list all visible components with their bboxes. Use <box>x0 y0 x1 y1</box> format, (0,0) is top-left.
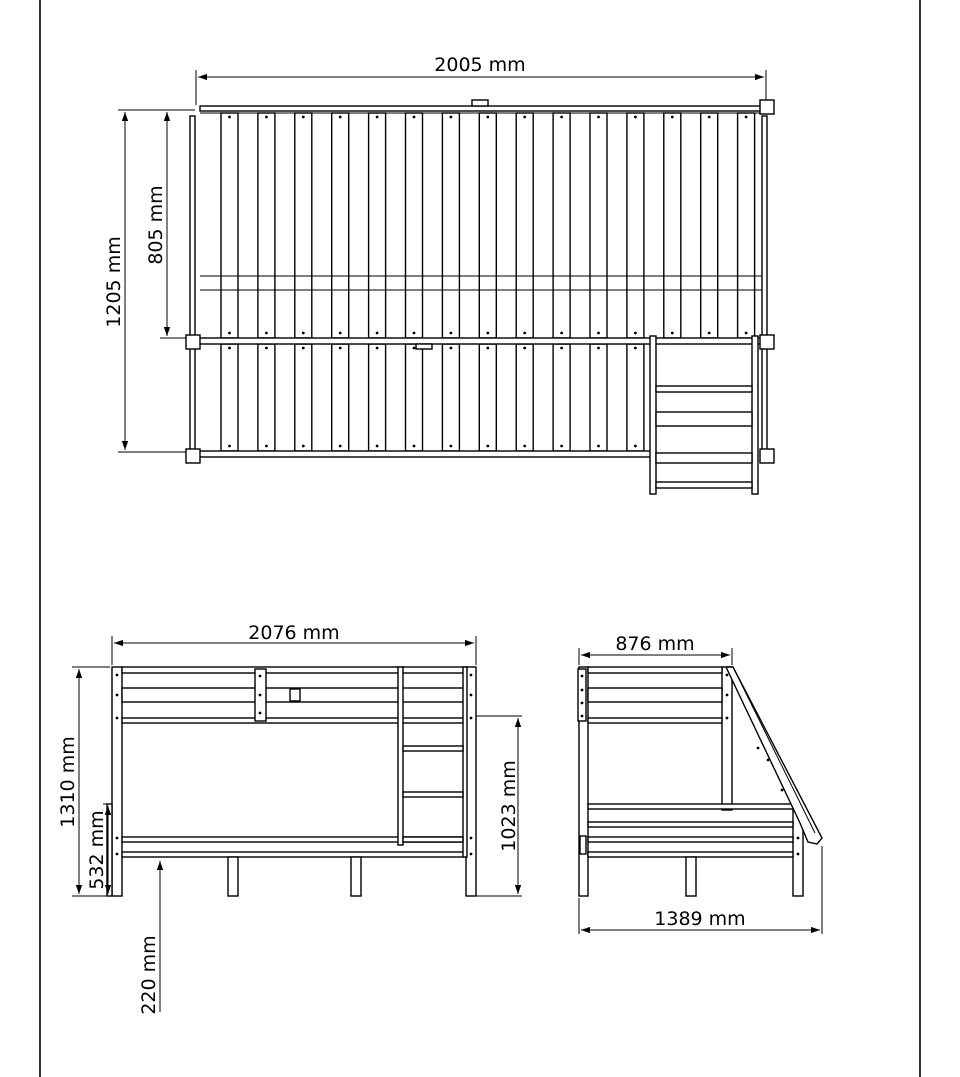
plan-screw-dot <box>745 116 748 119</box>
plan-upper-depth-dimension: 805 mm <box>145 185 167 265</box>
plan-lower-slat <box>590 344 607 451</box>
plan-upper-slat <box>258 113 275 338</box>
plan-screw-dot <box>339 116 342 119</box>
front-upper-height-dimension: 1023 mm <box>498 760 520 852</box>
plan-lower-slat <box>553 344 570 451</box>
plan-screw-dot <box>523 347 526 350</box>
plan-screw-dot <box>265 116 268 119</box>
plan-upper-slat <box>664 113 681 338</box>
plan-upper-slat <box>738 113 755 338</box>
plan-screw-dot <box>560 332 563 335</box>
plan-screw-dot <box>413 347 416 350</box>
plan-screw-dot <box>228 332 231 335</box>
plan-screw-dot <box>597 347 600 350</box>
front-clearance-dimension: 220 mm <box>138 935 160 1015</box>
plan-screw-dot <box>597 116 600 119</box>
plan-lower-slat <box>627 344 644 451</box>
plan-screw-dot <box>339 445 342 448</box>
plan-screw-dot <box>302 116 305 119</box>
side-view <box>578 633 822 934</box>
plan-upper-slat <box>406 113 423 338</box>
plan-left-rail <box>190 116 195 456</box>
plan-screw-dot <box>634 332 637 335</box>
plan-upper-slat <box>479 113 496 338</box>
front-lower-height-dimension: 532 mm <box>86 810 108 890</box>
front-length-dimension: 2076 mm <box>248 622 340 644</box>
plan-upper-slat <box>516 113 533 338</box>
plan-screw-dot <box>745 332 748 335</box>
plan-lower-slat <box>332 344 349 451</box>
plan-screw-dot <box>265 332 268 335</box>
plan-screw-dot <box>450 332 453 335</box>
plan-lower-slat <box>295 344 312 451</box>
plan-screw-dot <box>228 347 231 350</box>
plan-screw-dot <box>708 332 711 335</box>
plan-upper-slat <box>701 113 718 338</box>
plan-screw-dot <box>265 347 268 350</box>
plan-screw-dot <box>450 347 453 350</box>
front-view <box>57 622 522 1015</box>
plan-screw-dot <box>634 347 637 350</box>
side-lower-width-dimension: 1389 mm <box>654 908 746 930</box>
plan-lower-slat <box>516 344 533 451</box>
plan-screw-dot <box>413 445 416 448</box>
plan-post-bottom-left <box>186 449 200 463</box>
plan-screw-dot <box>708 116 711 119</box>
plan-upper-slat <box>627 113 644 338</box>
plan-screw-dot <box>376 445 379 448</box>
plan-upper-slat <box>295 113 312 338</box>
plan-lower-slat <box>369 344 386 451</box>
plan-screw-dot <box>265 445 268 448</box>
plan-post-top-right <box>760 100 774 114</box>
plan-screw-dot <box>228 116 231 119</box>
plan-upper-slat <box>332 113 349 338</box>
plan-screw-dot <box>523 445 526 448</box>
plan-screw-dot <box>597 332 600 335</box>
side-post-upper-right <box>722 667 732 810</box>
plan-post-mid-right <box>760 335 774 349</box>
front-post-left <box>112 667 122 896</box>
side-support-leg <box>686 857 696 896</box>
front-support-leg <box>351 857 361 896</box>
plan-screw-dot <box>376 116 379 119</box>
plan-screw-dot <box>339 332 342 335</box>
plan-lower-slat <box>221 344 238 451</box>
plan-screw-dot <box>671 332 674 335</box>
plan-screw-dot <box>634 116 637 119</box>
plan-screw-dot <box>450 116 453 119</box>
plan-screw-dot <box>523 332 526 335</box>
plan-screw-dot <box>376 347 379 350</box>
plan-screw-dot <box>228 445 231 448</box>
plan-screw-dot <box>486 116 489 119</box>
plan-width-dimension: 2005 mm <box>434 54 526 76</box>
plan-post-bottom-right <box>760 449 774 463</box>
plan-screw-dot <box>560 347 563 350</box>
plan-view <box>103 54 774 494</box>
plan-middle-rail <box>196 338 765 344</box>
plan-post-mid-left <box>186 335 200 349</box>
plan-screw-dot <box>486 347 489 350</box>
plan-screw-dot <box>302 347 305 350</box>
plan-ladder <box>650 336 758 494</box>
plan-screw-dot <box>634 445 637 448</box>
plan-screw-dot <box>486 445 489 448</box>
plan-lower-slat <box>479 344 496 451</box>
plan-screw-dot <box>376 332 379 335</box>
plan-right-rail <box>762 116 767 456</box>
side-width-dimension: 876 mm <box>615 633 695 655</box>
plan-lower-slat <box>406 344 423 451</box>
plan-upper-slat <box>553 113 570 338</box>
plan-screw-dot <box>560 116 563 119</box>
plan-screw-dot <box>339 347 342 350</box>
plan-top-rail <box>200 106 765 111</box>
plan-screw-dot <box>671 116 674 119</box>
plan-slats <box>221 113 755 451</box>
plan-screw-dot <box>302 445 305 448</box>
plan-upper-slat <box>221 113 238 338</box>
plan-upper-slat <box>442 113 459 338</box>
plan-screw-dot <box>450 445 453 448</box>
plan-screw-dot <box>413 332 416 335</box>
plan-lower-slat <box>258 344 275 451</box>
plan-upper-slat <box>369 113 386 338</box>
plan-bottom-rail <box>196 451 656 457</box>
front-support-leg <box>228 857 238 896</box>
front-height-dimension: 1310 mm <box>57 736 79 828</box>
plan-screw-dot <box>302 332 305 335</box>
plan-screw-dot <box>560 445 563 448</box>
plan-lower-slat <box>442 344 459 451</box>
plan-depth-dimension: 1205 mm <box>103 236 125 328</box>
plan-screw-dot <box>413 116 416 119</box>
plan-screw-dot <box>486 332 489 335</box>
plan-upper-slat <box>590 113 607 338</box>
plan-screw-dot <box>597 445 600 448</box>
plan-screw-dot <box>523 116 526 119</box>
